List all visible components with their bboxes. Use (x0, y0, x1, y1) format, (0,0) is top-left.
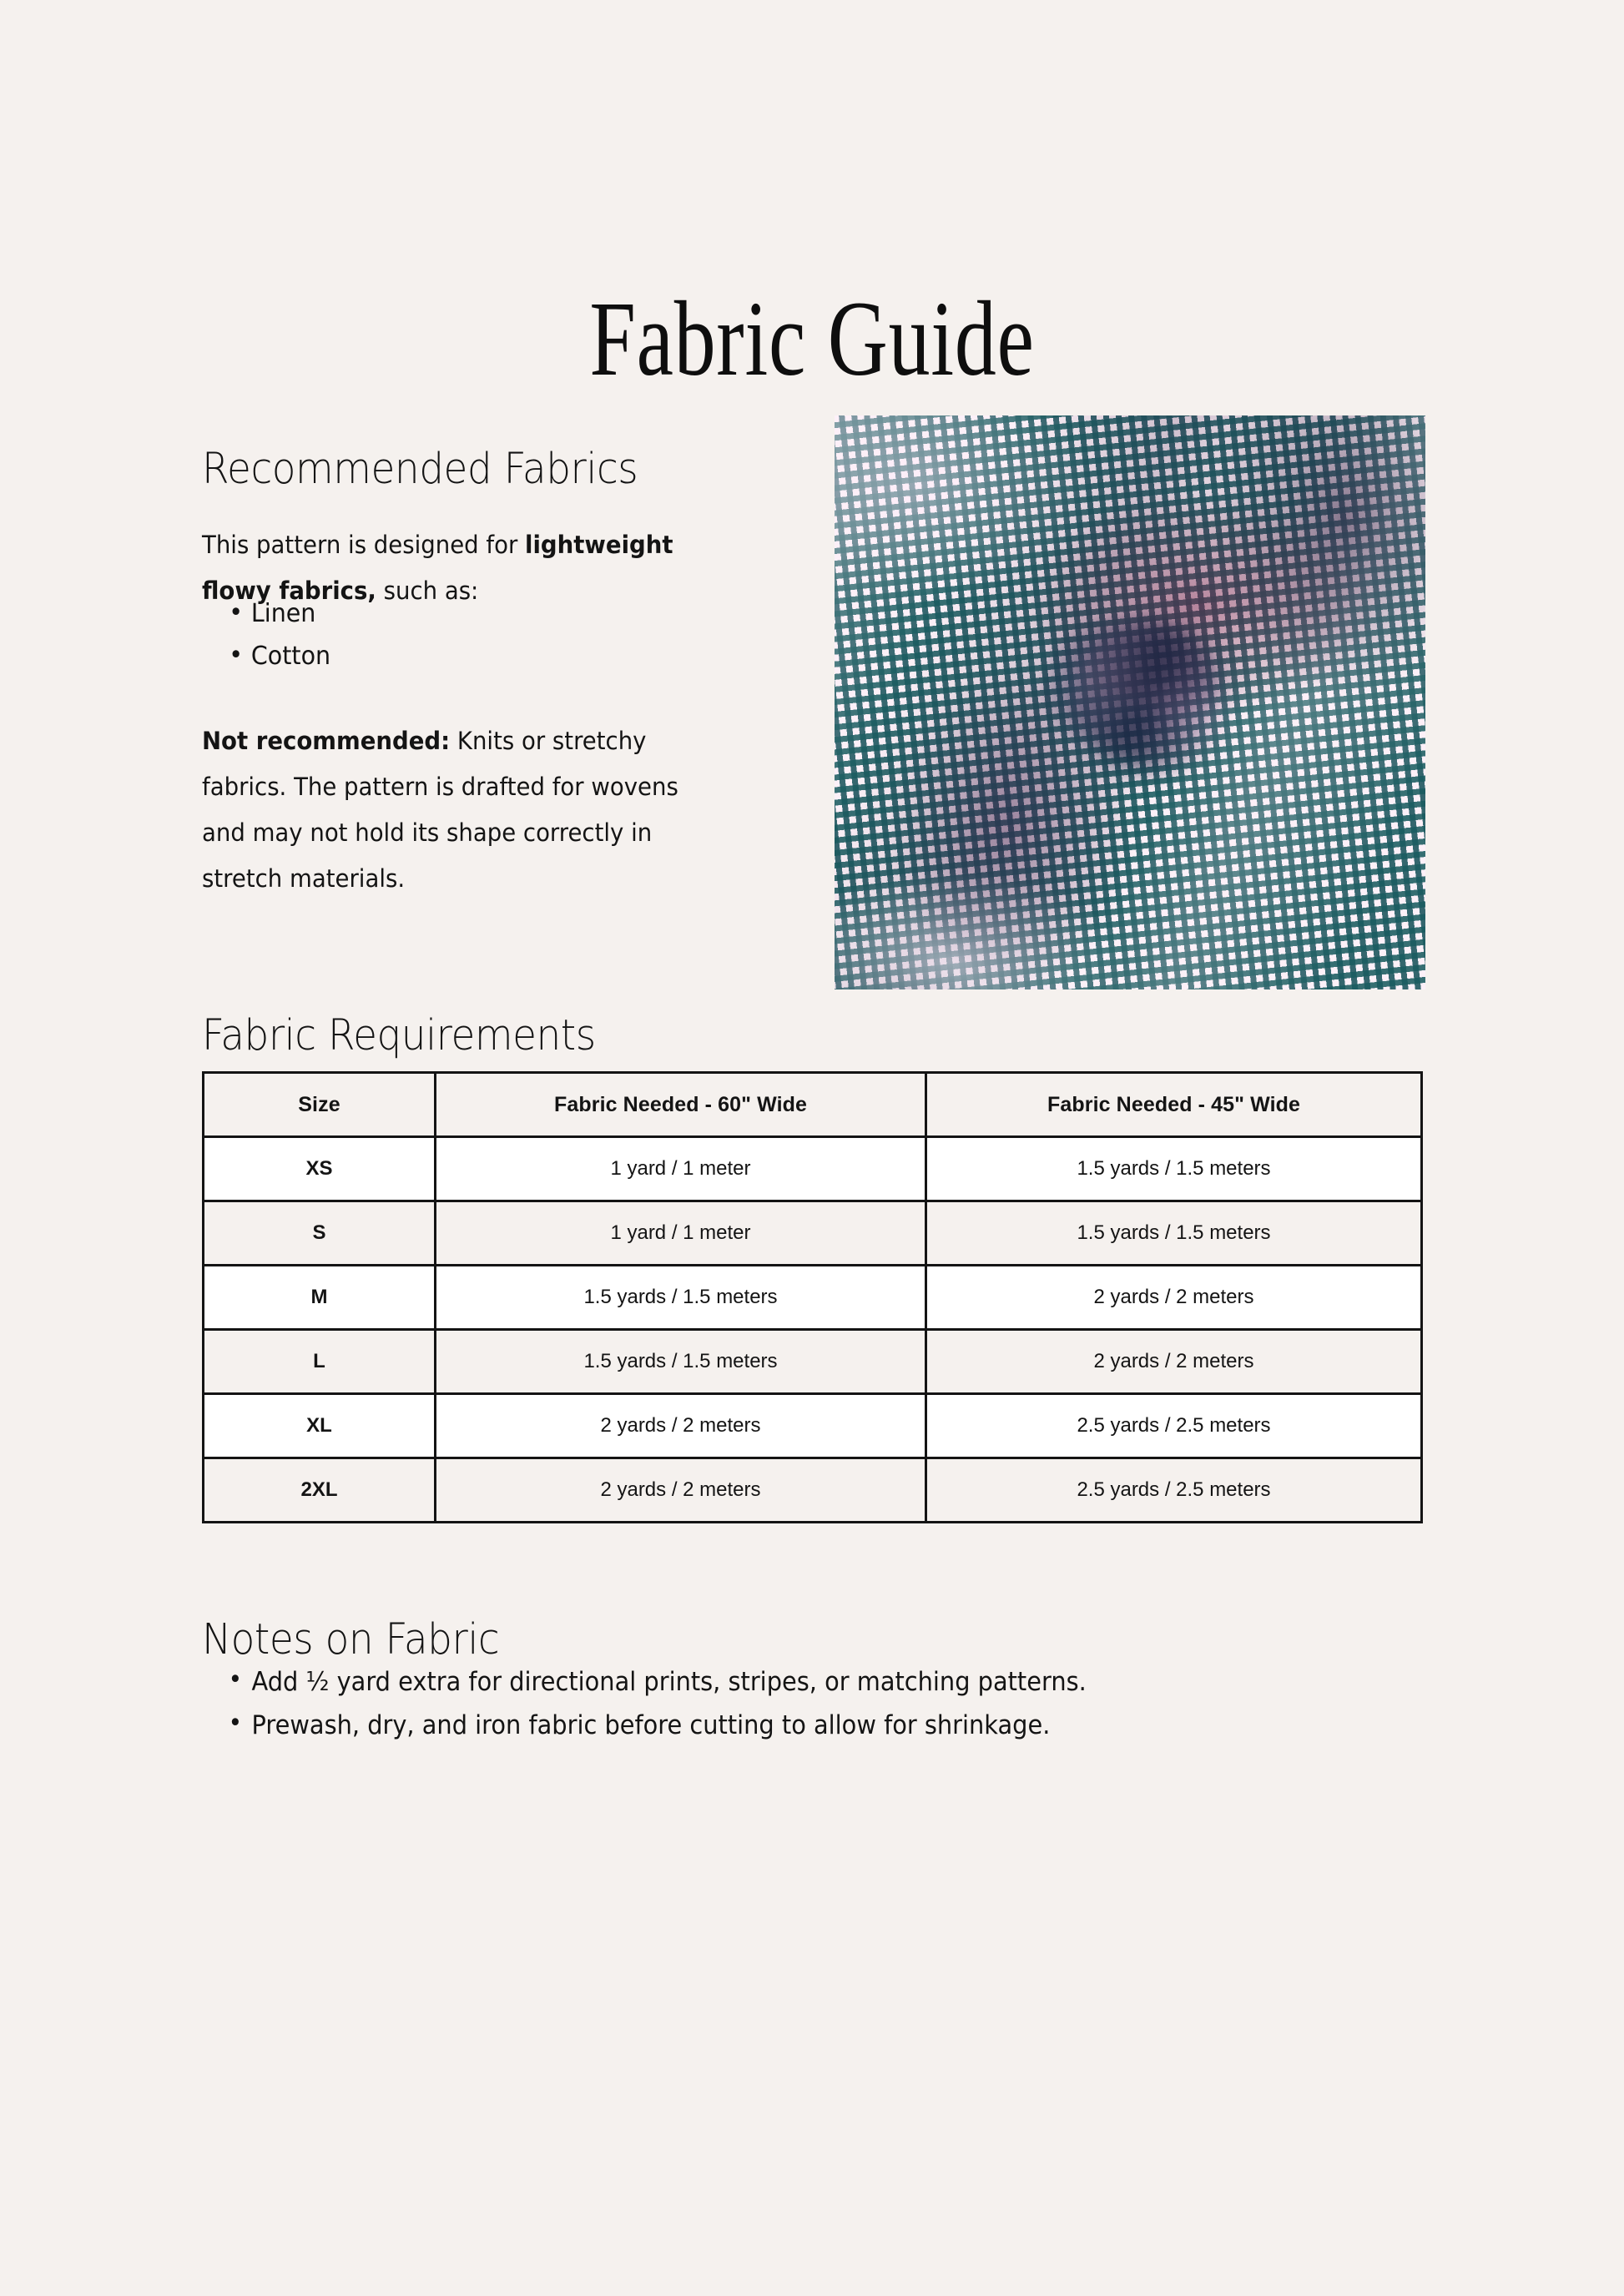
table-row (204, 1394, 1422, 1458)
fabric-swirl-fold (1071, 622, 1224, 772)
list-item: • Linen (202, 592, 330, 635)
fabric-requirements-table (202, 1071, 1423, 1523)
fabric-swatch-photo (835, 415, 1425, 989)
table-header-row (204, 1073, 1422, 1137)
table-row (204, 1266, 1422, 1330)
recommended-fabric-list (202, 592, 337, 677)
page-title: Fabric Guide (589, 279, 1035, 398)
cell-45-wide: 2.5 yards / 2.5 meters (926, 1394, 1422, 1458)
not-recommended-text: Knits or stretchy fabrics. The pattern is drafted for wovens and may not hold its shape correctly in stretch materials. (202, 727, 678, 893)
cell-45-wide: 2 yards / 2 meters (926, 1330, 1422, 1394)
fabric-notes-list (202, 1660, 1153, 1747)
section-heading-recommended-fabrics: Recommended Fabrics (202, 445, 638, 495)
column-header-60-wide: Fabric Needed - 60" Wide (436, 1073, 926, 1137)
cell-size: XS (204, 1137, 436, 1201)
table-row (204, 1458, 1422, 1523)
column-header-size: Size (204, 1073, 436, 1137)
cell-size: M (204, 1266, 436, 1330)
table-row (204, 1330, 1422, 1394)
not-recommended-label: Not recommended: (202, 727, 451, 755)
table-row (204, 1137, 1422, 1201)
cell-60-wide: 2 yards / 2 meters (436, 1394, 926, 1458)
cell-45-wide: 2.5 yards / 2.5 meters (926, 1458, 1422, 1523)
cell-size: XL (204, 1394, 436, 1458)
section-heading-notes-on-fabric: Notes on Fabric (202, 1615, 500, 1665)
section-heading-fabric-requirements: Fabric Requirements (202, 1011, 596, 1061)
cell-size: 2XL (204, 1458, 436, 1523)
cell-45-wide: 1.5 yards / 1.5 meters (926, 1137, 1422, 1201)
cell-60-wide: 1 yard / 1 meter (436, 1201, 926, 1266)
list-item: • Prewash, dry, and iron fabric before cutting to allow for shrinkage. (202, 1704, 1087, 1747)
intro-prefix: This pattern is designed for (202, 531, 526, 559)
intro-suffix: such as: (376, 577, 479, 605)
column-header-45-wide: Fabric Needed - 45" Wide (926, 1073, 1422, 1137)
cell-60-wide: 1 yard / 1 meter (436, 1137, 926, 1201)
cell-45-wide: 1.5 yards / 1.5 meters (926, 1201, 1422, 1266)
list-item: • Cotton (202, 635, 330, 677)
cell-60-wide: 1.5 yards / 1.5 meters (436, 1266, 926, 1330)
cell-60-wide: 1.5 yards / 1.5 meters (436, 1330, 926, 1394)
list-item: • Add ½ yard extra for directional prints, stripes, or matching patterns. (202, 1660, 1087, 1704)
table-row (204, 1201, 1422, 1266)
cell-size: L (204, 1330, 436, 1394)
cell-60-wide: 2 yards / 2 meters (436, 1458, 926, 1523)
not-recommended-paragraph (202, 718, 725, 902)
cell-45-wide: 2 yards / 2 meters (926, 1266, 1422, 1330)
intro-emphasis: lightweight flowy fabrics, (202, 531, 673, 605)
cell-size: S (204, 1201, 436, 1266)
